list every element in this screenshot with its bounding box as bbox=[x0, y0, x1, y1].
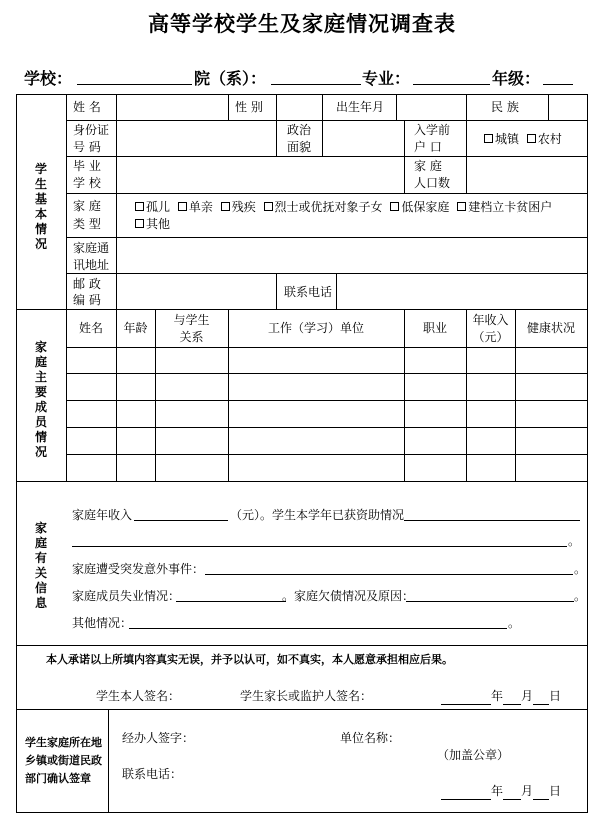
student-sign-label: 学生本人签名： bbox=[96, 689, 181, 703]
disability-checkbox[interactable] bbox=[221, 202, 230, 211]
school-field[interactable] bbox=[77, 84, 192, 85]
confirm-day-label: 日 bbox=[549, 784, 562, 798]
postcode-label-2: 编 码 bbox=[73, 293, 101, 307]
aid-field-2[interactable] bbox=[72, 546, 567, 547]
family-type-label-1: 家 庭 bbox=[73, 199, 101, 213]
aid-field[interactable] bbox=[404, 520, 580, 521]
unemployment-field[interactable] bbox=[176, 601, 286, 602]
unit-name-label: 单位名称： bbox=[340, 731, 401, 745]
birth-label: 出生年月 bbox=[336, 100, 385, 114]
seal-label: （加盖公章） bbox=[437, 748, 510, 762]
unemployment-label: 家庭成员失业情况： bbox=[72, 589, 181, 603]
urban-label: 城镇 bbox=[495, 132, 520, 146]
school-label: 学校： bbox=[24, 69, 73, 88]
name-label: 姓 名 bbox=[73, 100, 101, 114]
col-income-2: （元） bbox=[472, 330, 509, 344]
type-poverty: 建档立卡贫困户 bbox=[468, 200, 553, 214]
type-martyr: 烈士或优抚对象子女 bbox=[274, 200, 383, 214]
urban-checkbox[interactable] bbox=[484, 134, 493, 143]
political-label-2: 面貌 bbox=[287, 140, 312, 154]
martyr-checkbox[interactable] bbox=[264, 202, 273, 211]
postcode-label-1: 邮 政 bbox=[73, 277, 101, 291]
other-type-checkbox[interactable] bbox=[135, 219, 144, 228]
family-size-label-1: 家 庭 bbox=[414, 159, 442, 173]
debt-label: 。家庭欠债情况及原因： bbox=[282, 589, 415, 603]
type-orphan: 孤儿 bbox=[146, 200, 171, 214]
id-label-1: 身份证 bbox=[73, 123, 110, 137]
type-low-income: 低保家庭 bbox=[401, 200, 450, 214]
confirm-month-label: 月 bbox=[521, 784, 534, 798]
period-4: 。 bbox=[508, 616, 521, 630]
pledge-date[interactable] bbox=[441, 688, 561, 705]
emergency-label: 家庭遭受突发意外事件： bbox=[72, 562, 205, 576]
handler-sign-label: 经办人签字： bbox=[122, 731, 195, 745]
type-disability: 残疾 bbox=[231, 200, 256, 214]
day-label: 日 bbox=[549, 689, 562, 703]
family-type-options-1 bbox=[135, 199, 552, 215]
col-occupation: 职业 bbox=[422, 321, 447, 335]
address-label-2: 讯地址 bbox=[73, 258, 110, 272]
confirm-label-2: 乡镇或街道民政 bbox=[25, 754, 102, 767]
family-type-options-2 bbox=[135, 216, 170, 232]
col-income-1: 年收入 bbox=[472, 313, 509, 327]
year-label: 年 bbox=[491, 689, 504, 703]
single-parent-checkbox[interactable] bbox=[178, 202, 187, 211]
hukou-label-1: 入学前 bbox=[414, 123, 451, 137]
page-title: 高等学校学生及家庭情况调查表 bbox=[148, 12, 456, 36]
debt-field[interactable] bbox=[406, 601, 574, 602]
col-health: 健康状况 bbox=[526, 321, 575, 335]
school-label-2: 学 校 bbox=[73, 176, 101, 190]
major-field[interactable] bbox=[413, 84, 490, 85]
aid-label: （元）。学生本学年已获资助情况 bbox=[230, 508, 405, 522]
orphan-checkbox[interactable] bbox=[135, 202, 144, 211]
section-family-info: 家庭有关信息 bbox=[34, 521, 47, 610]
other-field[interactable] bbox=[129, 628, 507, 629]
id-label-2: 号 码 bbox=[73, 140, 101, 154]
ethnicity-label: 民 族 bbox=[491, 100, 519, 114]
confirm-date[interactable] bbox=[441, 783, 561, 800]
other-label: 其他情况： bbox=[72, 616, 133, 630]
low-income-checkbox[interactable] bbox=[390, 202, 399, 211]
grade-field[interactable] bbox=[543, 84, 573, 85]
hukou-options[interactable] bbox=[484, 131, 562, 147]
gender-label: 性 别 bbox=[235, 100, 263, 114]
rural-label: 农村 bbox=[537, 132, 562, 146]
col-relation-2: 关系 bbox=[179, 330, 204, 344]
hukou-label-2: 户 口 bbox=[414, 140, 442, 154]
type-other: 其他 bbox=[146, 217, 171, 231]
col-relation-1: 与学生 bbox=[173, 313, 210, 327]
section-basic-info: 学生基本情况 bbox=[34, 162, 47, 251]
income-label: 家庭年收入 bbox=[72, 508, 133, 522]
confirm-phone-label: 联系电话： bbox=[122, 767, 183, 781]
period-1: 。 bbox=[568, 534, 581, 548]
family-type-label-2: 类 型 bbox=[73, 217, 101, 231]
pledge-text: 本人承诺以上所填内容真实无误，并予以认可，如不真实，本人愿意承担相应后果。 bbox=[46, 653, 453, 666]
col-age: 年龄 bbox=[123, 321, 148, 335]
income-field[interactable] bbox=[134, 520, 228, 521]
emergency-field[interactable] bbox=[205, 574, 573, 575]
phone-label: 联系电话 bbox=[284, 285, 333, 299]
type-single-parent: 单亲 bbox=[188, 200, 213, 214]
period-2: 。 bbox=[574, 562, 587, 576]
family-size-label-2: 人口数 bbox=[414, 176, 451, 190]
major-label: 专业： bbox=[362, 69, 411, 88]
section-family-members: 家庭主要成员情况 bbox=[34, 340, 47, 459]
poverty-checkbox[interactable] bbox=[457, 202, 466, 211]
month-label: 月 bbox=[521, 689, 534, 703]
confirm-label-1: 学生家庭所在地 bbox=[25, 736, 102, 749]
grade-label: 年级： bbox=[492, 69, 541, 88]
confirm-year-label: 年 bbox=[491, 784, 504, 798]
rural-checkbox[interactable] bbox=[527, 134, 536, 143]
period-3: 。 bbox=[574, 589, 587, 603]
department-label: 院（系）： bbox=[194, 69, 267, 88]
col-name: 姓名 bbox=[78, 321, 103, 335]
parent-sign-label: 学生家长或监护人签名： bbox=[240, 689, 373, 703]
political-label-1: 政治 bbox=[287, 123, 312, 137]
confirm-label-3: 部门确认签章 bbox=[25, 772, 91, 785]
address-label-1: 家庭通 bbox=[73, 241, 110, 255]
col-workplace: 工作（学习）单位 bbox=[267, 321, 364, 335]
department-field[interactable] bbox=[271, 84, 361, 85]
school-label-1: 毕 业 bbox=[73, 159, 101, 173]
